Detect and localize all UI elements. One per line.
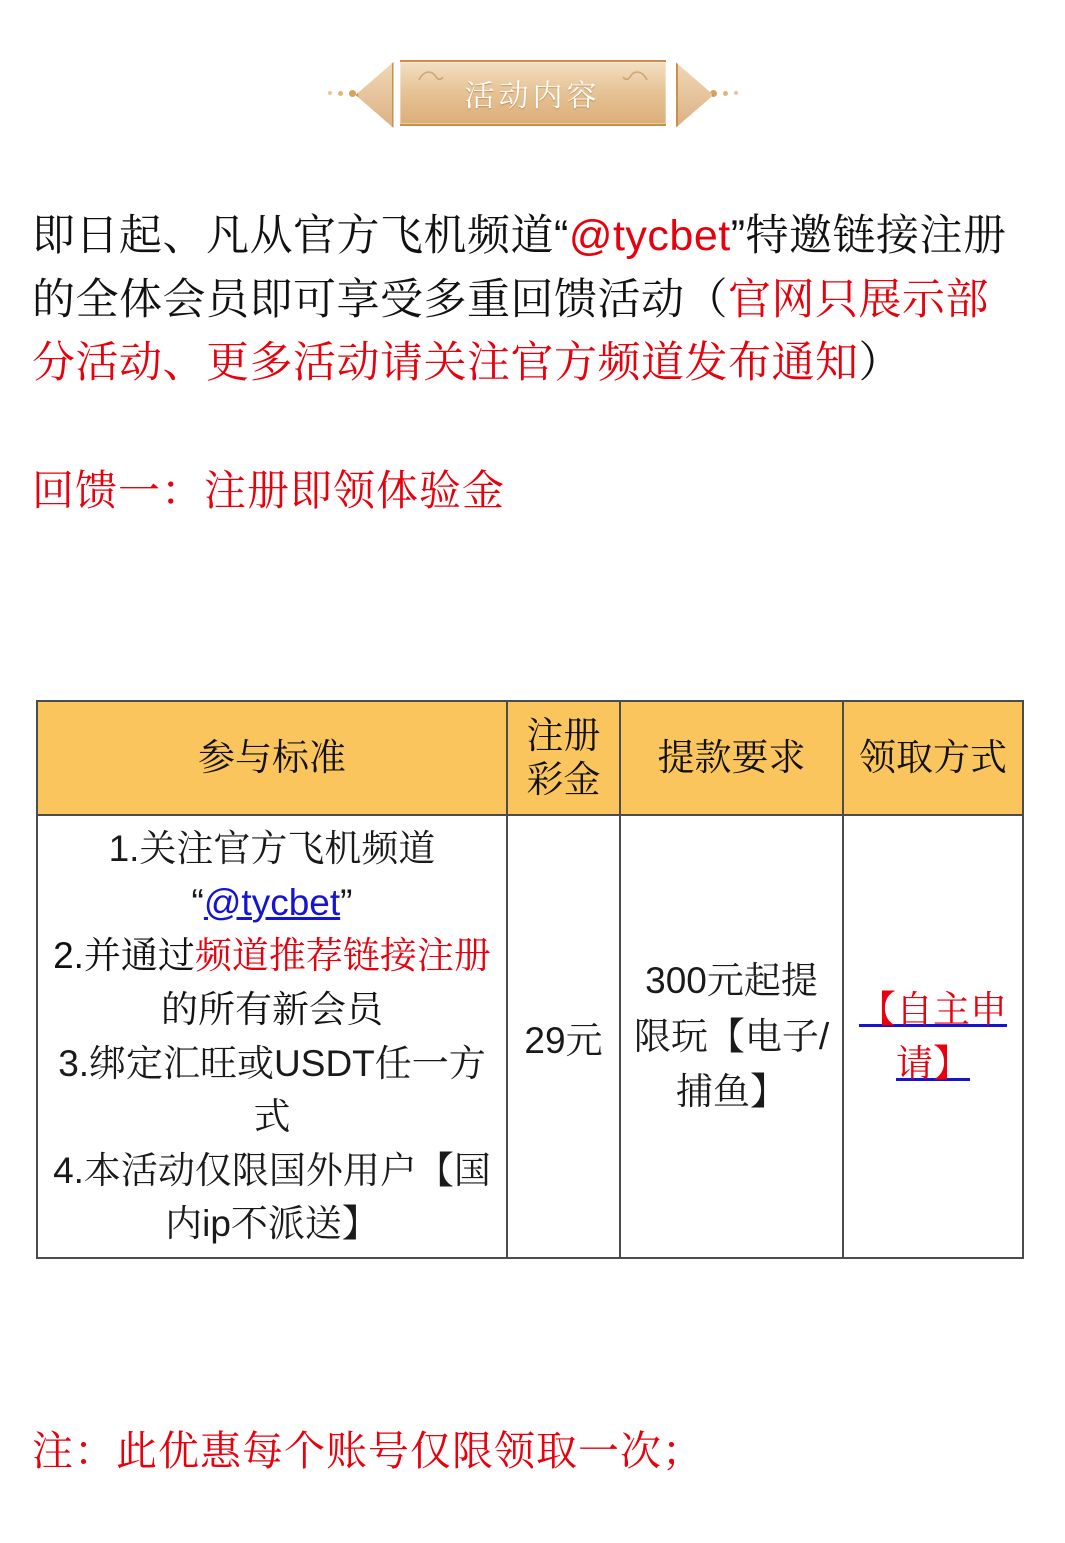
banner-right-dots <box>710 90 738 97</box>
criteria-item-2-highlight: 频道推荐链接注册 <box>194 935 491 977</box>
arrow-left-ribbon-icon <box>356 62 390 124</box>
criteria-item-3: 3.绑定汇旺或USDT任一方式 <box>58 1042 486 1138</box>
section-heading-reward-one: 回馈一：注册即领体验金 <box>32 466 506 514</box>
banner-dot <box>734 91 738 95</box>
arrow-right-ribbon-icon <box>676 62 710 124</box>
criteria-item-2-tail: 的所有新会员 <box>161 988 383 1030</box>
banner-dot <box>328 91 332 95</box>
cell-bonus-amount: 29元 <box>507 815 620 1258</box>
table-header-criteria: 参与标准 <box>37 701 507 815</box>
withdraw-line-1: 300元起提 <box>645 960 818 1002</box>
quote-close: ” <box>340 881 353 923</box>
page-banner <box>0 60 1065 126</box>
criteria-item-1-text: 1.关注官方飞机频道 <box>108 828 436 869</box>
footnote-note: 注：此优惠每个账号仅限领取一次； <box>32 1428 704 1474</box>
page-title: 活动内容 <box>464 80 601 113</box>
banner-left-dots <box>328 90 356 97</box>
table-header-withdraw: 提款要求 <box>620 701 843 815</box>
intro-text-notice: 官网只展示部分活动、更多活动请关注官方频道发布通知 <box>32 275 989 388</box>
intro-text-lead: 即日起、凡从官方飞机频道“ <box>32 212 569 260</box>
table-header-bonus: 注册彩金 <box>507 701 620 815</box>
table-row <box>37 815 1023 1258</box>
promo-table <box>36 700 1024 1259</box>
criteria-item-1 <box>42 822 502 929</box>
banner-plate <box>400 60 666 126</box>
promo-table-container <box>36 700 1024 1259</box>
withdraw-line-2: 限玩【电子/捕鱼】 <box>633 1015 830 1113</box>
table-header-method: 领取方式 <box>843 701 1023 815</box>
criteria-item-4: 4.本活动仅限国外用户【国内ip不派送】 <box>53 1149 491 1245</box>
table-header-row <box>37 701 1023 815</box>
cell-withdraw-requirement <box>620 815 843 1258</box>
cell-criteria <box>37 815 507 1258</box>
banner-dot <box>338 91 343 96</box>
telegram-channel-link[interactable]: @tycbet <box>203 881 341 923</box>
criteria-item-2 <box>42 929 502 1036</box>
cell-claim-method <box>843 815 1023 1258</box>
intro-paragraph <box>32 205 1032 396</box>
intro-text-middle: ”特邀链接注册的全体会员即可享受多重回馈活动（ <box>32 212 1007 324</box>
flourish-ornament-icon <box>418 68 444 84</box>
telegram-handle-inline: @tycbet <box>568 212 731 260</box>
intro-text-close: ） <box>858 339 902 388</box>
activity-content <box>32 205 1032 518</box>
quote-open: “ <box>191 881 204 923</box>
banner-dot <box>349 90 356 97</box>
banner-dot <box>723 91 728 96</box>
criteria-item-2-lead: 2.并通过 <box>53 935 195 977</box>
flourish-ornament-icon <box>622 68 648 84</box>
self-apply-link[interactable]: 【自主申请】 <box>859 988 1007 1084</box>
